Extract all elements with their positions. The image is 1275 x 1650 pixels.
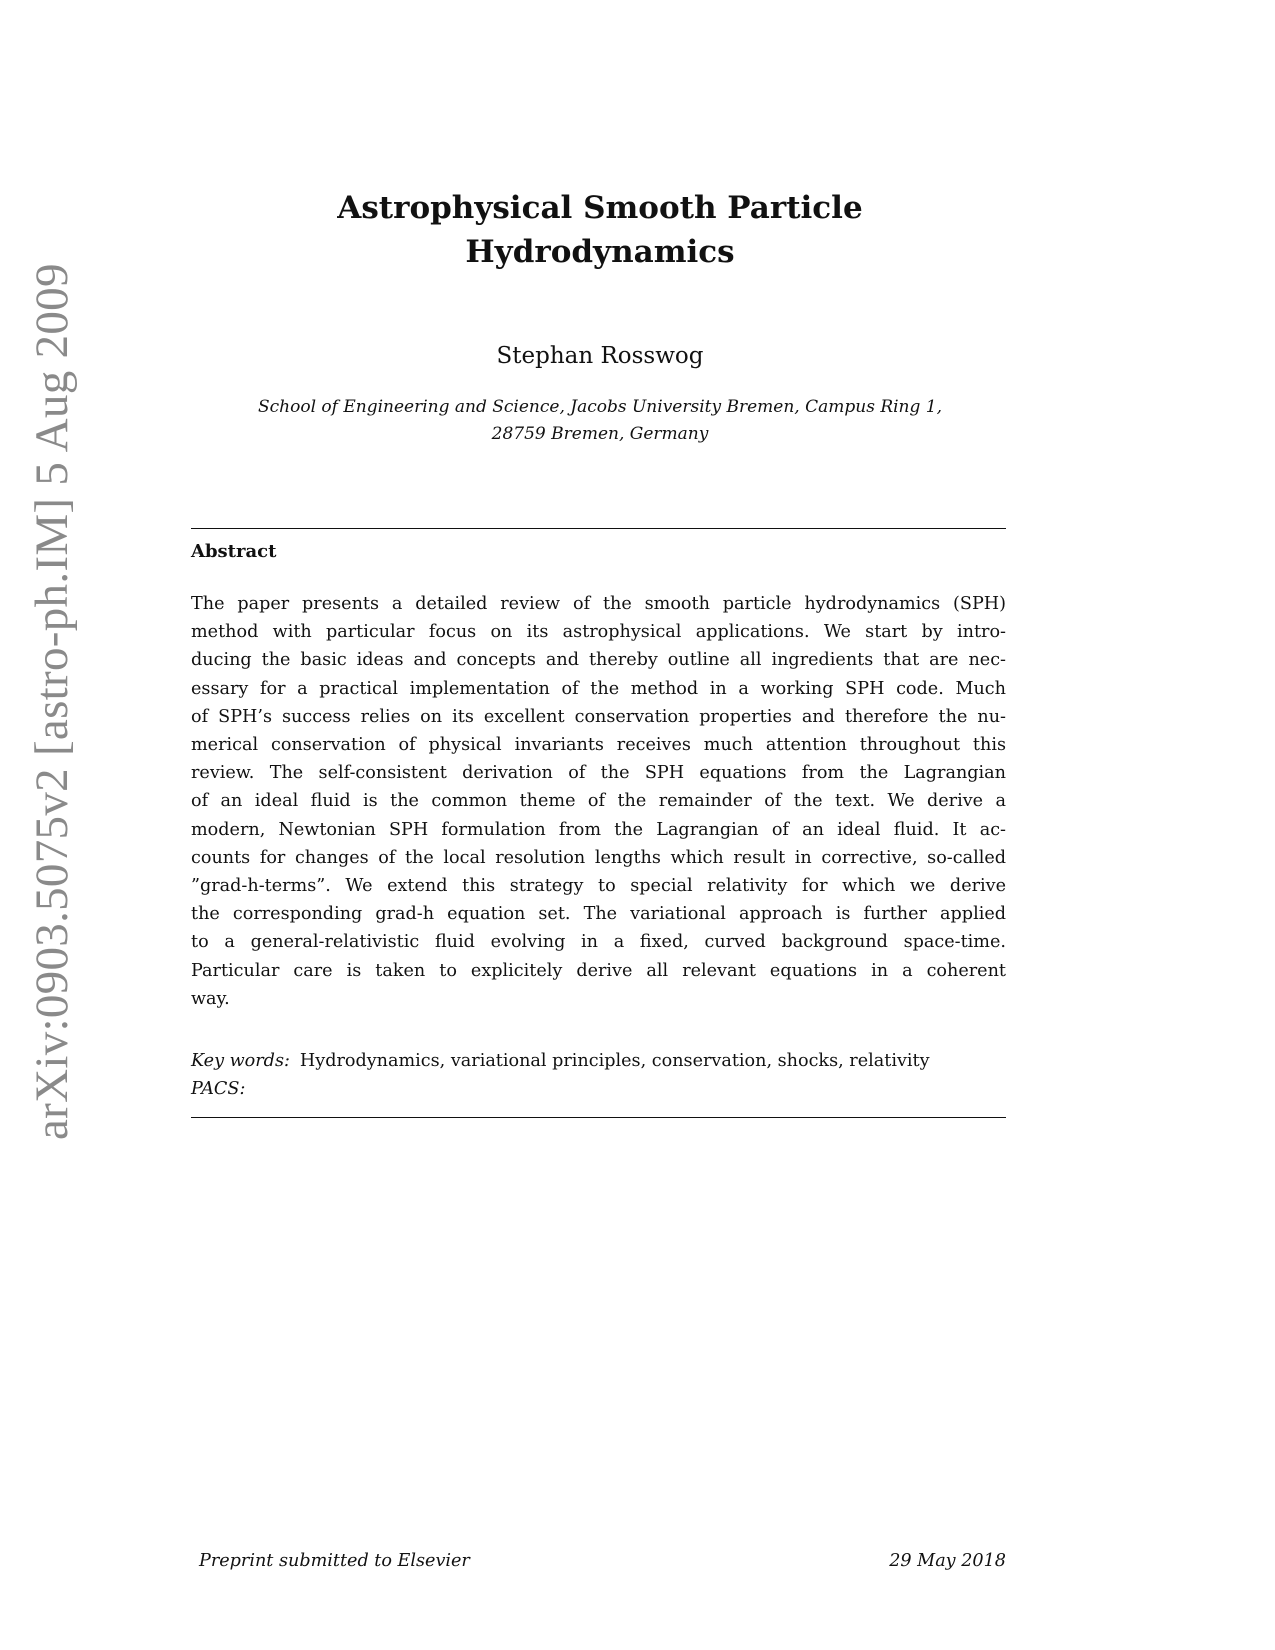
title-line-2: Hydrodynamics xyxy=(465,234,735,270)
abstract-line: ”grad-h-terms”. We extend this strategy to special relativity for which we derive xyxy=(191,876,1006,897)
abstract-body xyxy=(191,590,1006,1013)
abstract-line: of SPH’s success relies on its excellent conservation properties and therefore the nu- xyxy=(191,706,1006,727)
footer-preprint-note: Preprint submitted to Elsevier xyxy=(199,1551,470,1571)
abstract-line: review. The self-consistent derivation of the SPH equations from the Lagrangian xyxy=(191,763,1006,784)
abstract-line: of an ideal fluid is the common theme of the remainder of the text. We derive a xyxy=(191,791,1006,812)
abstract-line: counts for changes of the local resolution lengths which result in corrective, so-called xyxy=(191,847,1006,868)
abstract-line: The paper presents a detailed review of the smooth particle hydrodynamics (SPH) xyxy=(191,594,1006,614)
pacs-label: PACS: xyxy=(191,1079,246,1099)
keywords xyxy=(191,1047,1006,1075)
abstract-line: modern, Newtonian SPH formulation from the Lagrangian of an ideal fluid. It ac- xyxy=(191,819,1006,840)
abstract-line: method with particular focus on its astrophysical applications. We start by intro- xyxy=(191,622,1006,643)
keywords-value: Hydrodynamics, variational principles, conservation, shocks, relativity xyxy=(299,1051,930,1071)
abstract-line: merical conservation of physical invariants receives much attention throughout this xyxy=(191,735,1006,756)
abstract-line: way. xyxy=(191,988,230,1009)
abstract-line: to a general-relativistic fluid evolving in a fixed, curved background space-time. xyxy=(191,932,1006,953)
abstract-top-rule xyxy=(191,528,1006,529)
abstract-line: essary for a practical implementation of the method in a working SPH code. Much xyxy=(191,678,1006,699)
paper-title xyxy=(0,186,1200,274)
abstract-heading: Abstract xyxy=(191,541,277,562)
author-affiliation xyxy=(0,394,1200,448)
arxiv-stamp-text: arXiv:0903.5075v2 [astro-ph.IM] 5 Aug 2009 xyxy=(26,263,78,1140)
footer-date: 29 May 2018 xyxy=(889,1551,1006,1571)
affiliation-line-1: School of Engineering and Science, Jacobs University Bremen, Campus Ring 1, xyxy=(257,397,943,417)
abstract-line: Particular care is taken to explicitely derive all relevant equations in a coherent xyxy=(191,960,1006,981)
keywords-label: Key words: xyxy=(191,1051,290,1071)
affiliation-line-2: 28759 Bremen, Germany xyxy=(491,424,709,444)
abstract-line: the corresponding grad-h equation set. The variational approach is further applied xyxy=(191,904,1006,925)
author-name: Stephan Rosswog xyxy=(496,343,704,369)
abstract-bottom-rule xyxy=(191,1117,1006,1118)
title-line-1: Astrophysical Smooth Particle xyxy=(337,190,863,226)
abstract-line: ducing the basic ideas and concepts and thereby outline all ingredients that are nec- xyxy=(191,650,1006,671)
